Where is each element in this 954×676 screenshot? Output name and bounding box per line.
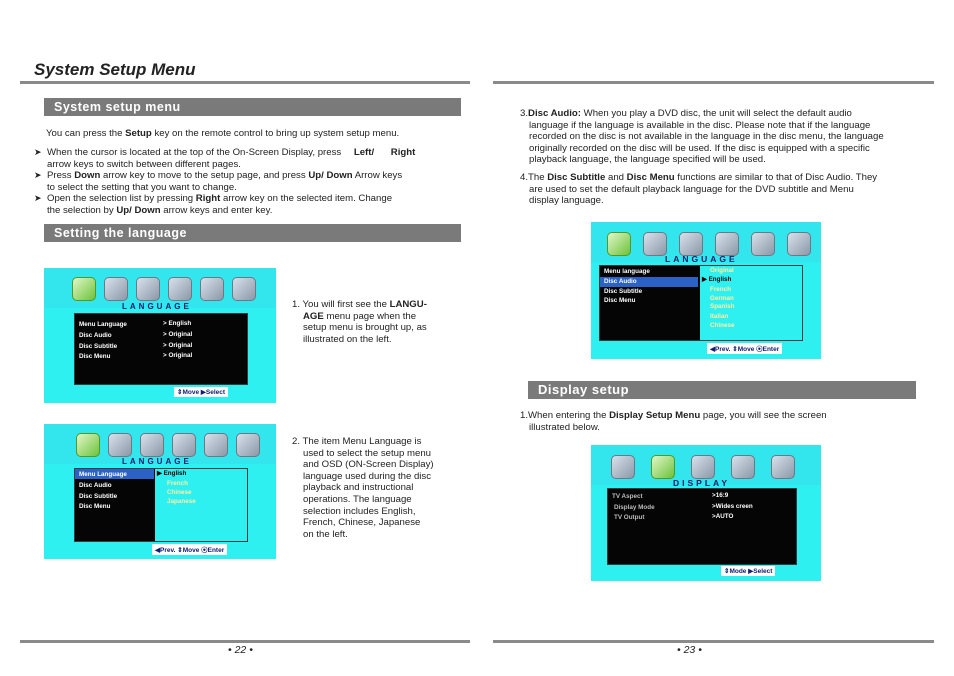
language-tab-icon <box>611 455 635 479</box>
options-dropdown[interactable] <box>155 469 247 541</box>
header-rule-right <box>493 81 934 84</box>
language-screen-2 <box>44 424 276 559</box>
menu-heading: LANGUAGE <box>122 457 192 466</box>
menu-row-value: > Original <box>163 352 193 359</box>
step-1-text: 1. You will first see the LANGU- AGE menu page when the setup menu is brought up, as illustrated on the left. <box>292 299 427 345</box>
display-setup-paragraph: 1.When entering the Display Setup Menu page, you will see the screen illustrated below. <box>520 410 827 433</box>
menu-heading: DISPLAY <box>673 478 731 488</box>
menu-panel <box>74 313 248 385</box>
menu-heading: LANGUAGE <box>122 302 192 311</box>
right-arrow-icon: ▶ <box>200 389 206 396</box>
menu-row-label: Disc Audio <box>79 482 112 489</box>
option-selected[interactable]: ▶ English <box>157 470 187 477</box>
menu-panel <box>607 488 797 565</box>
language-tab-icon <box>76 433 100 457</box>
page-title: System Setup Menu <box>34 60 196 79</box>
updown-icon: ⇕ <box>177 547 183 554</box>
display-tab-icon <box>751 232 775 256</box>
updown-icon: ⇕ <box>724 568 730 575</box>
menu-row-label: Menu Language <box>79 471 127 478</box>
rating-tab-icon <box>172 433 196 457</box>
section-system-setup-menu: System setup menu <box>44 98 461 116</box>
option-item[interactable]: Chinese <box>167 489 192 496</box>
menu-row-value: >16:9 <box>712 492 729 499</box>
menu-row-label: TV Output <box>614 514 645 521</box>
menu-row-label: Disc Audio <box>604 278 637 285</box>
menu-panel <box>74 468 248 542</box>
menu-row-label: Disc Subtitle <box>79 493 118 500</box>
audio-tab-icon <box>136 277 160 301</box>
section-display-setup: Display setup <box>528 381 916 399</box>
menu-row-label: TV Aspect <box>612 493 643 500</box>
footer-hint: ⇕Mode ▶Select <box>721 566 775 576</box>
footer-hint: ◀Prev. ⇕Move ⦿Enter <box>152 544 227 555</box>
arrow-bullet-icon: ➤ <box>34 193 42 203</box>
menu-heading: LANGUAGE <box>665 254 738 264</box>
general-tab-icon <box>108 433 132 457</box>
option-item[interactable]: Original <box>710 267 734 274</box>
language-tab-icon <box>72 277 96 301</box>
menu-row-value: >Wides creen <box>712 503 753 510</box>
left-arrow-icon: ◀ <box>710 346 715 353</box>
misc-tab-icon <box>232 277 256 301</box>
menu-row-label: Display Mode <box>614 504 655 511</box>
display-tab-icon <box>204 433 228 457</box>
menu-row-label: Disc Subtitle <box>604 288 643 295</box>
rating-tab-icon <box>731 455 755 479</box>
menu-row-value: > Original <box>163 342 193 349</box>
option-item[interactable]: French <box>710 286 731 293</box>
option-item[interactable]: French <box>167 480 188 487</box>
menu-row-label: Menu language <box>604 268 650 275</box>
subtitle-menu-paragraph: 4.The Disc Subtitle and Disc Menu functions are similar to that of Disc Audio. They are used to set the default playback language for the DVD subtitle and Menu display language. <box>520 172 878 207</box>
enter-icon: ⦿ <box>201 547 208 554</box>
page-number-right: • 23 • <box>677 644 702 656</box>
header-rule-left <box>20 81 470 84</box>
footer-rule-right <box>493 640 934 643</box>
display-tab-icon <box>651 455 675 479</box>
menu-row-value: > English <box>163 320 192 327</box>
misc-tab-icon <box>771 455 795 479</box>
footer-hint: ◀Prev. ⇕Move ⦿Enter <box>707 343 782 354</box>
enter-icon: ⦿ <box>756 346 763 353</box>
right-arrow-icon: ▶ <box>748 568 754 575</box>
disc-audio-paragraph: 3.Disc Audio: When you play a DVD disc, the unit will select the default audio language if the language is available in the disc. Please note that if the language recorded on the disc is not available in the language in the disc menu, the language originally recorded on the disc will be used. If the disc is equipped with a specific playback language, the language specified will be used. <box>520 108 884 166</box>
menu-panel <box>599 265 803 341</box>
footer-rule-left <box>20 640 470 643</box>
rating-tab-icon <box>168 277 192 301</box>
language-screen-3 <box>591 222 821 359</box>
menu-row-label: Disc Menu <box>79 503 111 510</box>
general-tab-icon <box>643 232 667 256</box>
menu-row-label: Disc Menu <box>79 353 111 360</box>
misc-tab-icon <box>236 433 260 457</box>
menu-row-label: Disc Menu <box>604 297 636 304</box>
misc-tab-icon <box>787 232 811 256</box>
audio-tab-icon <box>679 232 703 256</box>
updown-icon: ⇕ <box>732 346 738 353</box>
menu-row-label: Disc Audio <box>79 332 112 339</box>
intro-paragraph: You can press the Setup key on the remote control to bring up system setup menu. <box>46 128 400 139</box>
language-screen-1 <box>44 268 276 403</box>
step-2-text: 2. The item Menu Language is used to select the setup menu and OSD (ON-Screen Display) language used during the disc playback and instructional operations. The language selection includes English, French, Chinese, Japanese on the left. <box>292 436 434 540</box>
option-item[interactable]: Italian <box>710 313 729 320</box>
arrow-bullet-icon: ➤ <box>34 170 42 180</box>
rating-tab-icon <box>715 232 739 256</box>
audio-tab-icon <box>691 455 715 479</box>
option-item[interactable]: Chinese <box>710 322 735 329</box>
footer-hint: ⇕Move ▶Select <box>174 387 228 397</box>
display-tab-icon <box>200 277 224 301</box>
page-number-left: • 22 • <box>228 644 253 656</box>
menu-row-value: >AUTO <box>712 513 734 520</box>
option-selected[interactable]: ▶ English <box>702 276 732 283</box>
option-item[interactable]: Japanese <box>167 498 196 505</box>
options-dropdown[interactable] <box>700 266 802 340</box>
section-setting-language: Setting the language <box>44 224 461 242</box>
menu-row-label: Menu Language <box>79 321 127 328</box>
general-tab-icon <box>104 277 128 301</box>
arrow-bullet-icon: ➤ <box>34 147 42 157</box>
audio-tab-icon <box>140 433 164 457</box>
option-item[interactable]: Spanish <box>710 303 735 310</box>
menu-row-value: > Original <box>163 331 193 338</box>
option-item[interactable]: German <box>710 295 734 302</box>
menu-row-label: Disc Subtitle <box>79 343 118 350</box>
language-tab-icon <box>607 232 631 256</box>
left-arrow-icon: ◀ <box>155 547 160 554</box>
updown-icon: ⇕ <box>177 389 183 396</box>
display-screen <box>591 445 821 581</box>
